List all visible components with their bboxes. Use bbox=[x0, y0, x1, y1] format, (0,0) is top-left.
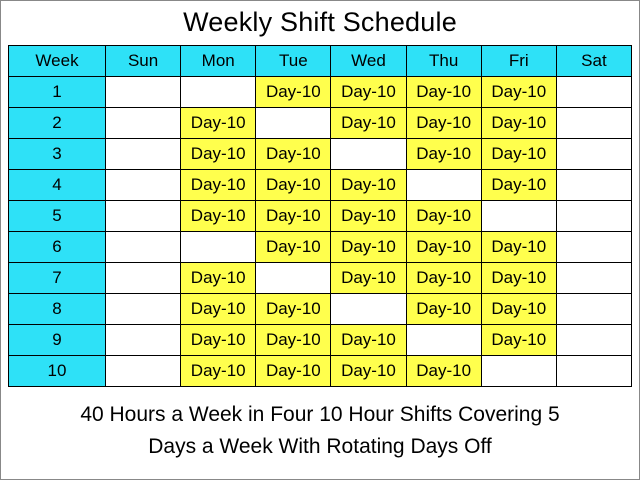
column-header-mon: Mon bbox=[181, 46, 256, 77]
shift-cell-off bbox=[556, 263, 631, 294]
table-row bbox=[9, 325, 632, 356]
shift-cell-on: Day-10 bbox=[256, 356, 331, 387]
shift-cell-on: Day-10 bbox=[256, 139, 331, 170]
shift-cell-on: Day-10 bbox=[256, 201, 331, 232]
shift-cell-on: Day-10 bbox=[331, 263, 406, 294]
column-header-sat: Sat bbox=[556, 46, 631, 77]
shift-cell-off bbox=[331, 139, 406, 170]
shift-cell-off bbox=[256, 263, 331, 294]
shift-cell-on: Day-10 bbox=[481, 263, 556, 294]
week-number-cell: 1 bbox=[9, 77, 106, 108]
shift-schedule-table bbox=[8, 45, 632, 387]
shift-cell-off bbox=[256, 108, 331, 139]
week-number-cell: 9 bbox=[9, 325, 106, 356]
shift-cell-off bbox=[106, 294, 181, 325]
shift-cell-off bbox=[106, 263, 181, 294]
table-row bbox=[9, 294, 632, 325]
shift-cell-on: Day-10 bbox=[481, 170, 556, 201]
shift-cell-off bbox=[556, 201, 631, 232]
shift-cell-on: Day-10 bbox=[181, 139, 256, 170]
shift-cell-on: Day-10 bbox=[406, 263, 481, 294]
shift-cell-on: Day-10 bbox=[256, 325, 331, 356]
shift-cell-off bbox=[106, 170, 181, 201]
shift-cell-on: Day-10 bbox=[481, 232, 556, 263]
shift-cell-off bbox=[181, 232, 256, 263]
shift-cell-off bbox=[106, 108, 181, 139]
shift-cell-on: Day-10 bbox=[181, 325, 256, 356]
shift-cell-on: Day-10 bbox=[181, 108, 256, 139]
shift-cell-off bbox=[556, 108, 631, 139]
shift-cell-off bbox=[556, 356, 631, 387]
table-row bbox=[9, 356, 632, 387]
week-number-cell: 2 bbox=[9, 108, 106, 139]
footer-note bbox=[20, 399, 620, 463]
table-row bbox=[9, 170, 632, 201]
table-row bbox=[9, 263, 632, 294]
shift-cell-on: Day-10 bbox=[331, 201, 406, 232]
shift-cell-on: Day-10 bbox=[481, 325, 556, 356]
shift-cell-on: Day-10 bbox=[256, 77, 331, 108]
shift-cell-on: Day-10 bbox=[481, 77, 556, 108]
shift-cell-off bbox=[406, 325, 481, 356]
shift-cell-on: Day-10 bbox=[481, 108, 556, 139]
shift-cell-on: Day-10 bbox=[406, 232, 481, 263]
shift-cell-off bbox=[406, 170, 481, 201]
week-number-cell: 8 bbox=[9, 294, 106, 325]
shift-cell-off bbox=[331, 294, 406, 325]
shift-cell-off bbox=[556, 170, 631, 201]
shift-cell-off bbox=[481, 201, 556, 232]
table-header-row bbox=[9, 46, 632, 77]
shift-cell-on: Day-10 bbox=[256, 232, 331, 263]
page-title: Weekly Shift Schedule bbox=[183, 7, 457, 37]
shift-cell-on: Day-10 bbox=[181, 263, 256, 294]
table-row bbox=[9, 77, 632, 108]
shift-cell-on: Day-10 bbox=[181, 356, 256, 387]
column-header-fri: Fri bbox=[481, 46, 556, 77]
footer-line-2: Days a Week With Rotating Days Off bbox=[148, 435, 492, 458]
column-header-wed: Wed bbox=[331, 46, 406, 77]
shift-cell-on: Day-10 bbox=[481, 139, 556, 170]
shift-cell-off bbox=[106, 77, 181, 108]
shift-cell-off bbox=[106, 232, 181, 263]
shift-cell-off bbox=[556, 139, 631, 170]
shift-cell-on: Day-10 bbox=[331, 77, 406, 108]
column-header-tue: Tue bbox=[256, 46, 331, 77]
week-number-cell: 6 bbox=[9, 232, 106, 263]
table-row bbox=[9, 139, 632, 170]
column-header-week: Week bbox=[9, 46, 106, 77]
shift-cell-off bbox=[556, 325, 631, 356]
shift-cell-on: Day-10 bbox=[181, 201, 256, 232]
shift-cell-on: Day-10 bbox=[181, 170, 256, 201]
table-row bbox=[9, 108, 632, 139]
shift-cell-on: Day-10 bbox=[406, 77, 481, 108]
shift-cell-off bbox=[556, 294, 631, 325]
column-header-sun: Sun bbox=[106, 46, 181, 77]
shift-cell-on: Day-10 bbox=[406, 139, 481, 170]
column-header-thu: Thu bbox=[406, 46, 481, 77]
footer-line-1: 40 Hours a Week in Four 10 Hour Shifts Covering 5 bbox=[80, 403, 560, 426]
shift-cell-on: Day-10 bbox=[256, 170, 331, 201]
shift-cell-on: Day-10 bbox=[331, 108, 406, 139]
shift-cell-off bbox=[106, 201, 181, 232]
week-number-cell: 5 bbox=[9, 201, 106, 232]
shift-cell-off bbox=[106, 139, 181, 170]
table-row bbox=[9, 201, 632, 232]
shift-cell-on: Day-10 bbox=[331, 325, 406, 356]
week-number-cell: 3 bbox=[9, 139, 106, 170]
table-body bbox=[9, 77, 632, 387]
shift-cell-on: Day-10 bbox=[406, 108, 481, 139]
shift-cell-on: Day-10 bbox=[256, 294, 331, 325]
week-number-cell: 4 bbox=[9, 170, 106, 201]
shift-cell-on: Day-10 bbox=[406, 294, 481, 325]
shift-cell-on: Day-10 bbox=[331, 356, 406, 387]
week-number-cell: 10 bbox=[9, 356, 106, 387]
shift-cell-off bbox=[106, 325, 181, 356]
shift-cell-off bbox=[181, 77, 256, 108]
shift-cell-off bbox=[481, 356, 556, 387]
table-row bbox=[9, 232, 632, 263]
week-number-cell: 7 bbox=[9, 263, 106, 294]
shift-cell-on: Day-10 bbox=[331, 232, 406, 263]
shift-cell-on: Day-10 bbox=[331, 170, 406, 201]
shift-cell-off bbox=[106, 356, 181, 387]
shift-cell-off bbox=[556, 77, 631, 108]
shift-cell-on: Day-10 bbox=[481, 294, 556, 325]
shift-cell-off bbox=[556, 232, 631, 263]
shift-cell-on: Day-10 bbox=[406, 201, 481, 232]
shift-cell-on: Day-10 bbox=[181, 294, 256, 325]
shift-cell-on: Day-10 bbox=[406, 356, 481, 387]
